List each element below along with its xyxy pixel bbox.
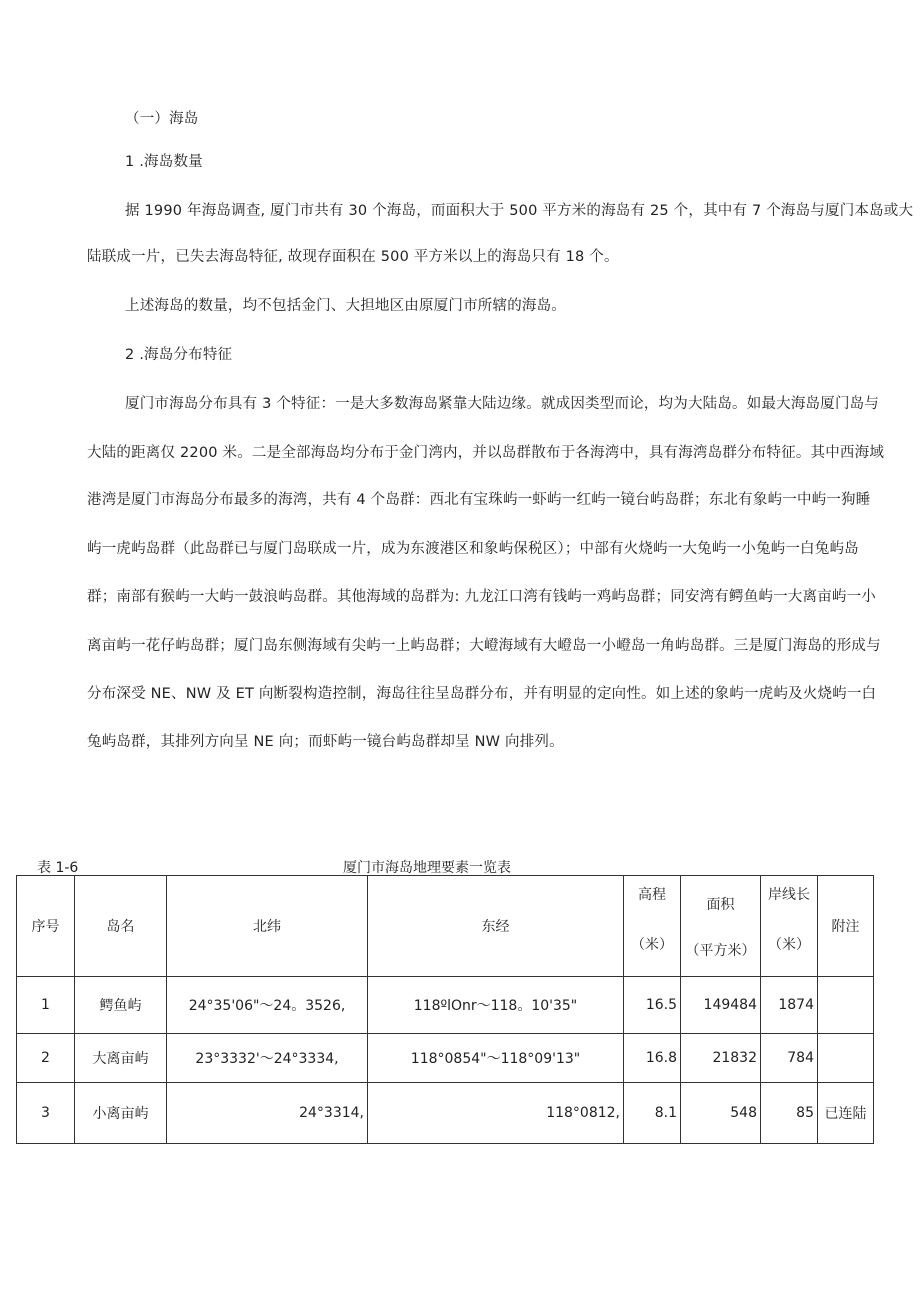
header-name: 岛名 bbox=[75, 876, 167, 977]
table-label: 表 1-6 bbox=[37, 860, 79, 876]
table-title: 厦门市海岛地理要素一览表 bbox=[343, 860, 511, 876]
header-coastline bbox=[761, 876, 818, 977]
header-area-unit: （平方米） bbox=[685, 943, 756, 959]
paragraph-line: 兔屿岛群，其排列方向呈 NE 向；而虾屿一镜台屿岛群却呈 NW 向排列。 bbox=[87, 734, 564, 750]
cell-elevation: 16.8 bbox=[624, 1034, 681, 1083]
cell-longitude: 118°0812, bbox=[368, 1083, 624, 1144]
cell-area: 149484 bbox=[681, 977, 761, 1034]
header-elevation-label: 高程 bbox=[638, 887, 666, 903]
header-coastline-unit: （米） bbox=[768, 937, 810, 953]
header-longitude: 东经 bbox=[368, 876, 624, 977]
table-row bbox=[17, 977, 874, 1034]
cell-latitude: 23°3332'～24°3334, bbox=[167, 1034, 368, 1083]
island-table bbox=[16, 875, 874, 1144]
cell-elevation: 16.5 bbox=[624, 977, 681, 1034]
header-coastline-label: 岸线长 bbox=[768, 887, 810, 903]
cell-coastline: 85 bbox=[761, 1083, 818, 1144]
cell-area: 21832 bbox=[681, 1034, 761, 1083]
cell-latitude: 24°35'06"～24。3526, bbox=[167, 977, 368, 1034]
paragraph-line: 港湾是厦门市海岛分布最多的海湾，共有 4 个岛群：西北有宝珠屿一虾屿一红屿一镜台屿岛群；东北有象屿一中屿一狗睡 bbox=[87, 492, 871, 508]
paragraph-line: 据 1990 年海岛调查, 厦门市共有 30 个海岛，而面积大于 500 平方米的海岛有 25 个，其中有 7 个海岛与厦门本岛或大 bbox=[125, 203, 914, 219]
header-area bbox=[681, 876, 761, 977]
cell-coastline: 784 bbox=[761, 1034, 818, 1083]
paragraph-line: 厦门市海岛分布具有 3 个特征：一是大多数海岛紧靠大陆边缘。就成因类型而论，均为大陆岛。如最大海岛厦门岛与 bbox=[125, 396, 880, 412]
header-no: 序号 bbox=[17, 876, 75, 977]
cell-note bbox=[818, 977, 874, 1034]
paragraph-line: 上述海岛的数量，均不包括金门、大担地区由原厦门市所辖的海岛。 bbox=[125, 298, 566, 314]
section-title: （一）海岛 bbox=[125, 111, 199, 127]
paragraph-line: 屿一虎屿岛群（此岛群已与厦门岛联成一片，成为东渡港区和象屿保税区）；中部有火烧屿一大兔屿一小兔屿一白兔屿岛 bbox=[87, 541, 859, 557]
table-row bbox=[17, 1034, 874, 1083]
subsection-title-distribution: 2 .海岛分布特征 bbox=[125, 347, 233, 363]
paragraph-line: 群；南部有猴屿一大屿一鼓浪屿岛群。其他海域的岛群为: 九龙江口湾有钱屿一鸡屿岛群；同安湾有鳄鱼屿一大离亩屿一小 bbox=[87, 589, 876, 605]
header-elevation bbox=[624, 876, 681, 977]
cell-longitude: 118°0854"～118°09'13" bbox=[368, 1034, 624, 1083]
cell-no: 2 bbox=[17, 1034, 75, 1083]
cell-no: 3 bbox=[17, 1083, 75, 1144]
paragraph-line: 大陆的距离仅 2200 米。二是全部海岛均分布于金门湾内，并以岛群散布于各海湾中，具有海湾岛群分布特征。其中西海域 bbox=[87, 445, 885, 461]
cell-name: 小离亩屿 bbox=[75, 1083, 167, 1144]
subsection-title-quantity: 1 .海岛数量 bbox=[125, 154, 203, 170]
cell-coastline: 1874 bbox=[761, 977, 818, 1034]
paragraph-line: 陆联成一片，已失去海岛特征, 故现存面积在 500 平方米以上的海岛只有 18 个。 bbox=[87, 249, 619, 265]
paragraph-line: 分布深受 NE、NW 及 ET 向断裂构造控制，海岛往往呈岛群分布，并有明显的定向性。如上述的象屿一虎屿及火烧屿一白 bbox=[87, 686, 877, 702]
table-row bbox=[17, 1083, 874, 1144]
cell-elevation: 8.1 bbox=[624, 1083, 681, 1144]
cell-name: 大离亩屿 bbox=[75, 1034, 167, 1083]
header-elevation-unit: （米） bbox=[631, 937, 673, 953]
header-note: 附注 bbox=[818, 876, 874, 977]
header-area-label: 面积 bbox=[706, 897, 735, 913]
cell-area: 548 bbox=[681, 1083, 761, 1144]
table-header-row bbox=[17, 876, 874, 977]
cell-note bbox=[818, 1034, 874, 1083]
cell-name: 鳄鱼屿 bbox=[75, 977, 167, 1034]
cell-note: 已连陆 bbox=[818, 1083, 874, 1144]
paragraph-line: 离亩屿一花仔屿岛群；厦门岛东侧海域有尖屿一上屿岛群；大嶝海域有大嶝岛一小嶝岛一角屿岛群。三是厦门海岛的形成与 bbox=[87, 638, 881, 654]
header-latitude: 北纬 bbox=[167, 876, 368, 977]
cell-no: 1 bbox=[17, 977, 75, 1034]
cell-longitude: 118ºlOnr～118。10'35" bbox=[368, 977, 624, 1034]
cell-latitude: 24°3314, bbox=[167, 1083, 368, 1144]
